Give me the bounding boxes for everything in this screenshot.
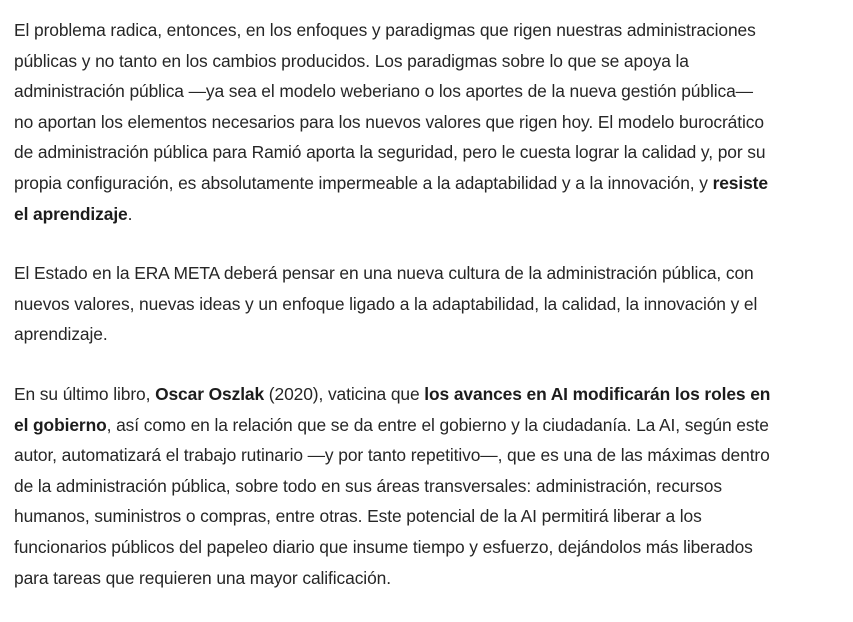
paragraph-text: El Estado en la ERA META deberá pensar en una nueva cultura de la administración pública, con nuevos valores, nuevas ideas y un enfoque ligado a la adaptabilidad, la calidad, la innovación y el aprendizaje. bbox=[14, 263, 758, 345]
emphasis-author-name: Oscar Oszlak bbox=[155, 383, 265, 404]
emphasis-resists-learning: resiste el aprendizaje bbox=[14, 172, 768, 224]
paragraph-paradigms bbox=[14, 15, 774, 229]
paragraph-text: (2020), vaticina que bbox=[264, 383, 425, 404]
paragraph-oszlak bbox=[14, 379, 774, 593]
paragraph-text: , así como en la relación que se da entre el gobierno y la ciudadanía. La AI, según este autor, automatizará el trabajo rutinario —y por tanto repetitivo—, que es una de las máximas dentro de la administración pública, sobre todo en sus áreas transversales: administración, recursos humanos, suministros o compras, entre otras. Este potencial de la AI permitirá liberar a los funcionarios públicos del papeleo diario que insume tiempo y esfuerzo, dejándolos más liberados para tareas que requieren una mayor calificación. bbox=[14, 414, 770, 588]
paragraph-text: . bbox=[127, 203, 133, 224]
paragraph-era-meta bbox=[14, 258, 774, 350]
paragraph-text: En su último libro, bbox=[14, 383, 156, 404]
article-body bbox=[14, 15, 774, 622]
emphasis-ai-roles: los avances en AI modificarán los roles en el gobierno bbox=[14, 383, 771, 435]
paragraph-text: El problema radica, entonces, en los enfoques y paradigmas que rigen nuestras administraciones públicas y no tanto en los cambios producidos. Los paradigmas sobre lo que se apoya la administración pública —ya sea el modelo weberiano o los aportes de la nueva gestión pública— no aportan los elementos necesarios para los nuevos valores que rigen hoy. El modelo burocrático de administración pública para Ramió aporta la seguridad, pero le cuesta lograr la calidad y, por su propia configuración, es absolutamente impermeable a la adaptabilidad y a la innovación, y bbox=[14, 20, 766, 193]
